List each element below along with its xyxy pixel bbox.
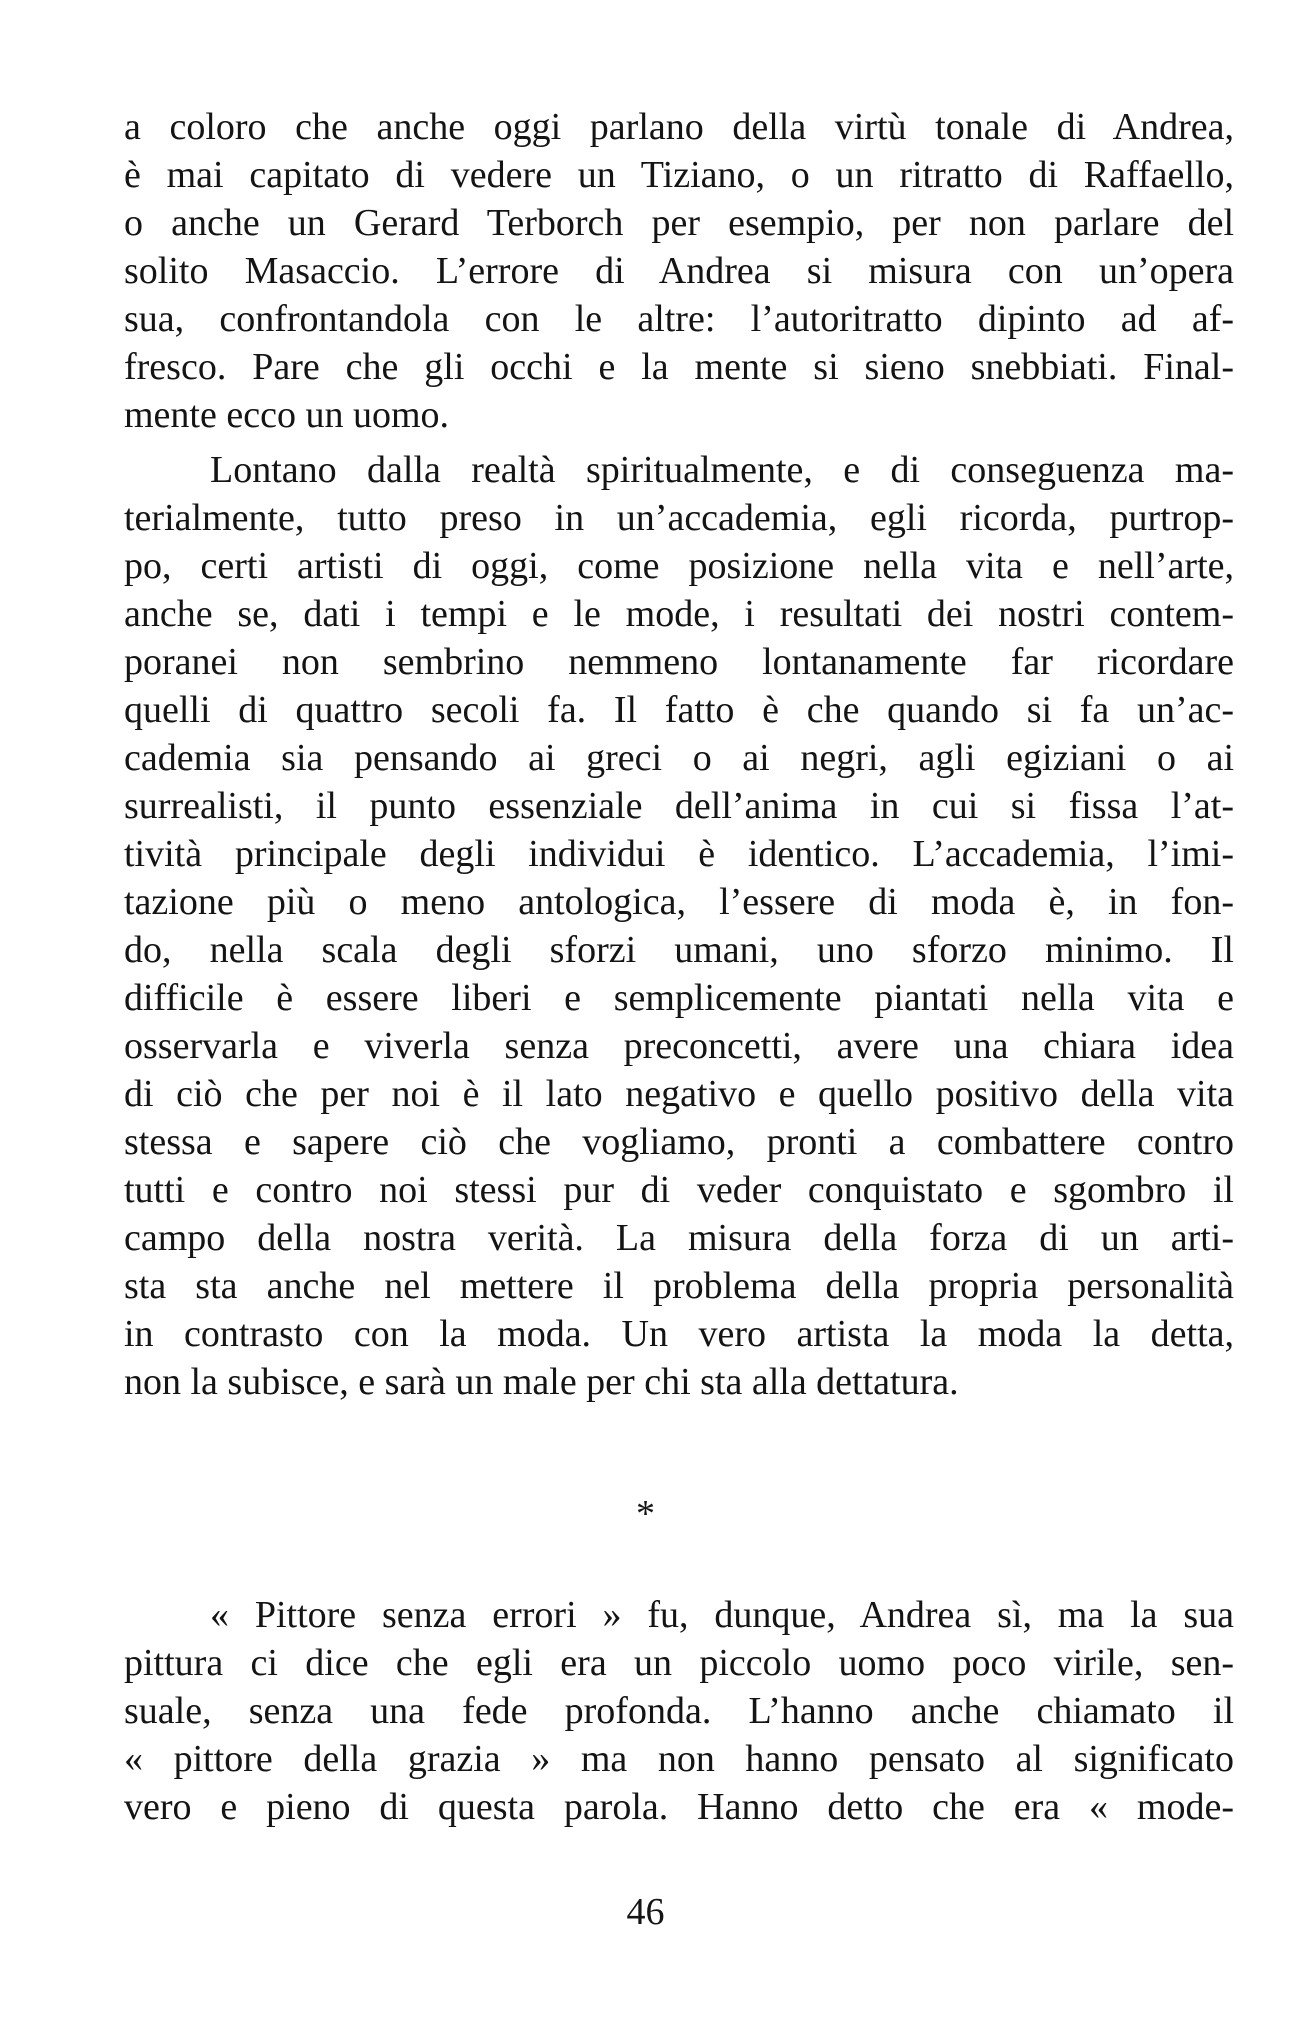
text-line: surrealisti, il punto essenziale dell’anima in cui si fissa l’at- xyxy=(124,785,1234,827)
text-line: suale, senza una fede profonda. L’hanno anche chiamato il xyxy=(124,1690,1234,1732)
text-line: campo della nostra verità. La misura della forza di un arti- xyxy=(124,1217,1234,1259)
text-line: sua, confrontandola con le altre: l’autoritratto dipinto ad af- xyxy=(124,298,1234,340)
text-line: quelli di quattro secoli fa. Il fatto è che quando si fa un’ac- xyxy=(124,689,1234,731)
text-line: « Pittore senza errori » fu, dunque, Andrea sì, ma la sua xyxy=(210,1594,1234,1636)
text-line: a coloro che anche oggi parlano della virtù tonale di Andrea, xyxy=(124,106,1234,148)
text-line: vero e pieno di questa parola. Hanno detto che era « mode- xyxy=(124,1786,1234,1828)
text-line: solito Masaccio. L’errore di Andrea si misura con un’opera xyxy=(124,250,1234,292)
text-line: tazione più o meno antologica, l’essere di moda è, in fon- xyxy=(124,881,1234,923)
text-line: tutti e contro noi stessi pur di veder conquistato e sgombro il xyxy=(124,1169,1234,1211)
text-line: terialmente, tutto preso in un’accademia, egli ricorda, purtrop- xyxy=(124,497,1234,539)
text-line: mente ecco un uomo. xyxy=(124,394,450,436)
text-line: sta sta anche nel mettere il problema della propria personalità xyxy=(124,1265,1234,1307)
text-line: anche se, dati i tempi e le mode, i resultati dei nostri contem- xyxy=(124,593,1234,635)
text-line: osservarla e viverla senza preconcetti, avere una chiara idea xyxy=(124,1025,1234,1067)
text-line: tività principale degli individui è identico. L’accademia, l’imi- xyxy=(124,833,1234,875)
text-line: di ciò che per noi è il lato negativo e quello positivo della vita xyxy=(124,1073,1234,1115)
text-line: po, certi artisti di oggi, come posizione nella vita e nell’arte, xyxy=(124,545,1234,587)
section-separator: * xyxy=(636,1493,655,1535)
text-line: « pittore della grazia » ma non hanno pensato al significato xyxy=(124,1738,1234,1780)
text-line: non la subisce, e sarà un male per chi sta alla dettatura. xyxy=(124,1361,959,1403)
text-line: Lontano dalla realtà spiritualmente, e di conseguenza ma- xyxy=(210,449,1234,491)
text-line: pittura ci dice che egli era un piccolo uomo poco virile, sen- xyxy=(124,1642,1234,1684)
text-line: difficile è essere liberi e semplicemente piantati nella vita e xyxy=(124,977,1234,1019)
page-number: 46 xyxy=(626,1891,665,1933)
text-line: fresco. Pare che gli occhi e la mente si sieno snebbiati. Final- xyxy=(124,346,1234,388)
text-line: in contrasto con la moda. Un vero artista la moda la detta, xyxy=(124,1313,1234,1355)
text-line: stessa e sapere ciò che vogliamo, pronti a combattere contro xyxy=(124,1121,1234,1163)
text-line: o anche un Gerard Terborch per esempio, per non parlare del xyxy=(124,202,1234,244)
text-line: do, nella scala degli sforzi umani, uno sforzo minimo. Il xyxy=(124,929,1234,971)
text-line: cademia sia pensando ai greci o ai negri, agli egiziani o ai xyxy=(124,737,1234,779)
text-line: è mai capitato di vedere un Tiziano, o un ritratto di Raffaello, xyxy=(124,154,1234,196)
text-line: poranei non sembrino nemmeno lontanamente far ricordare xyxy=(124,641,1234,683)
